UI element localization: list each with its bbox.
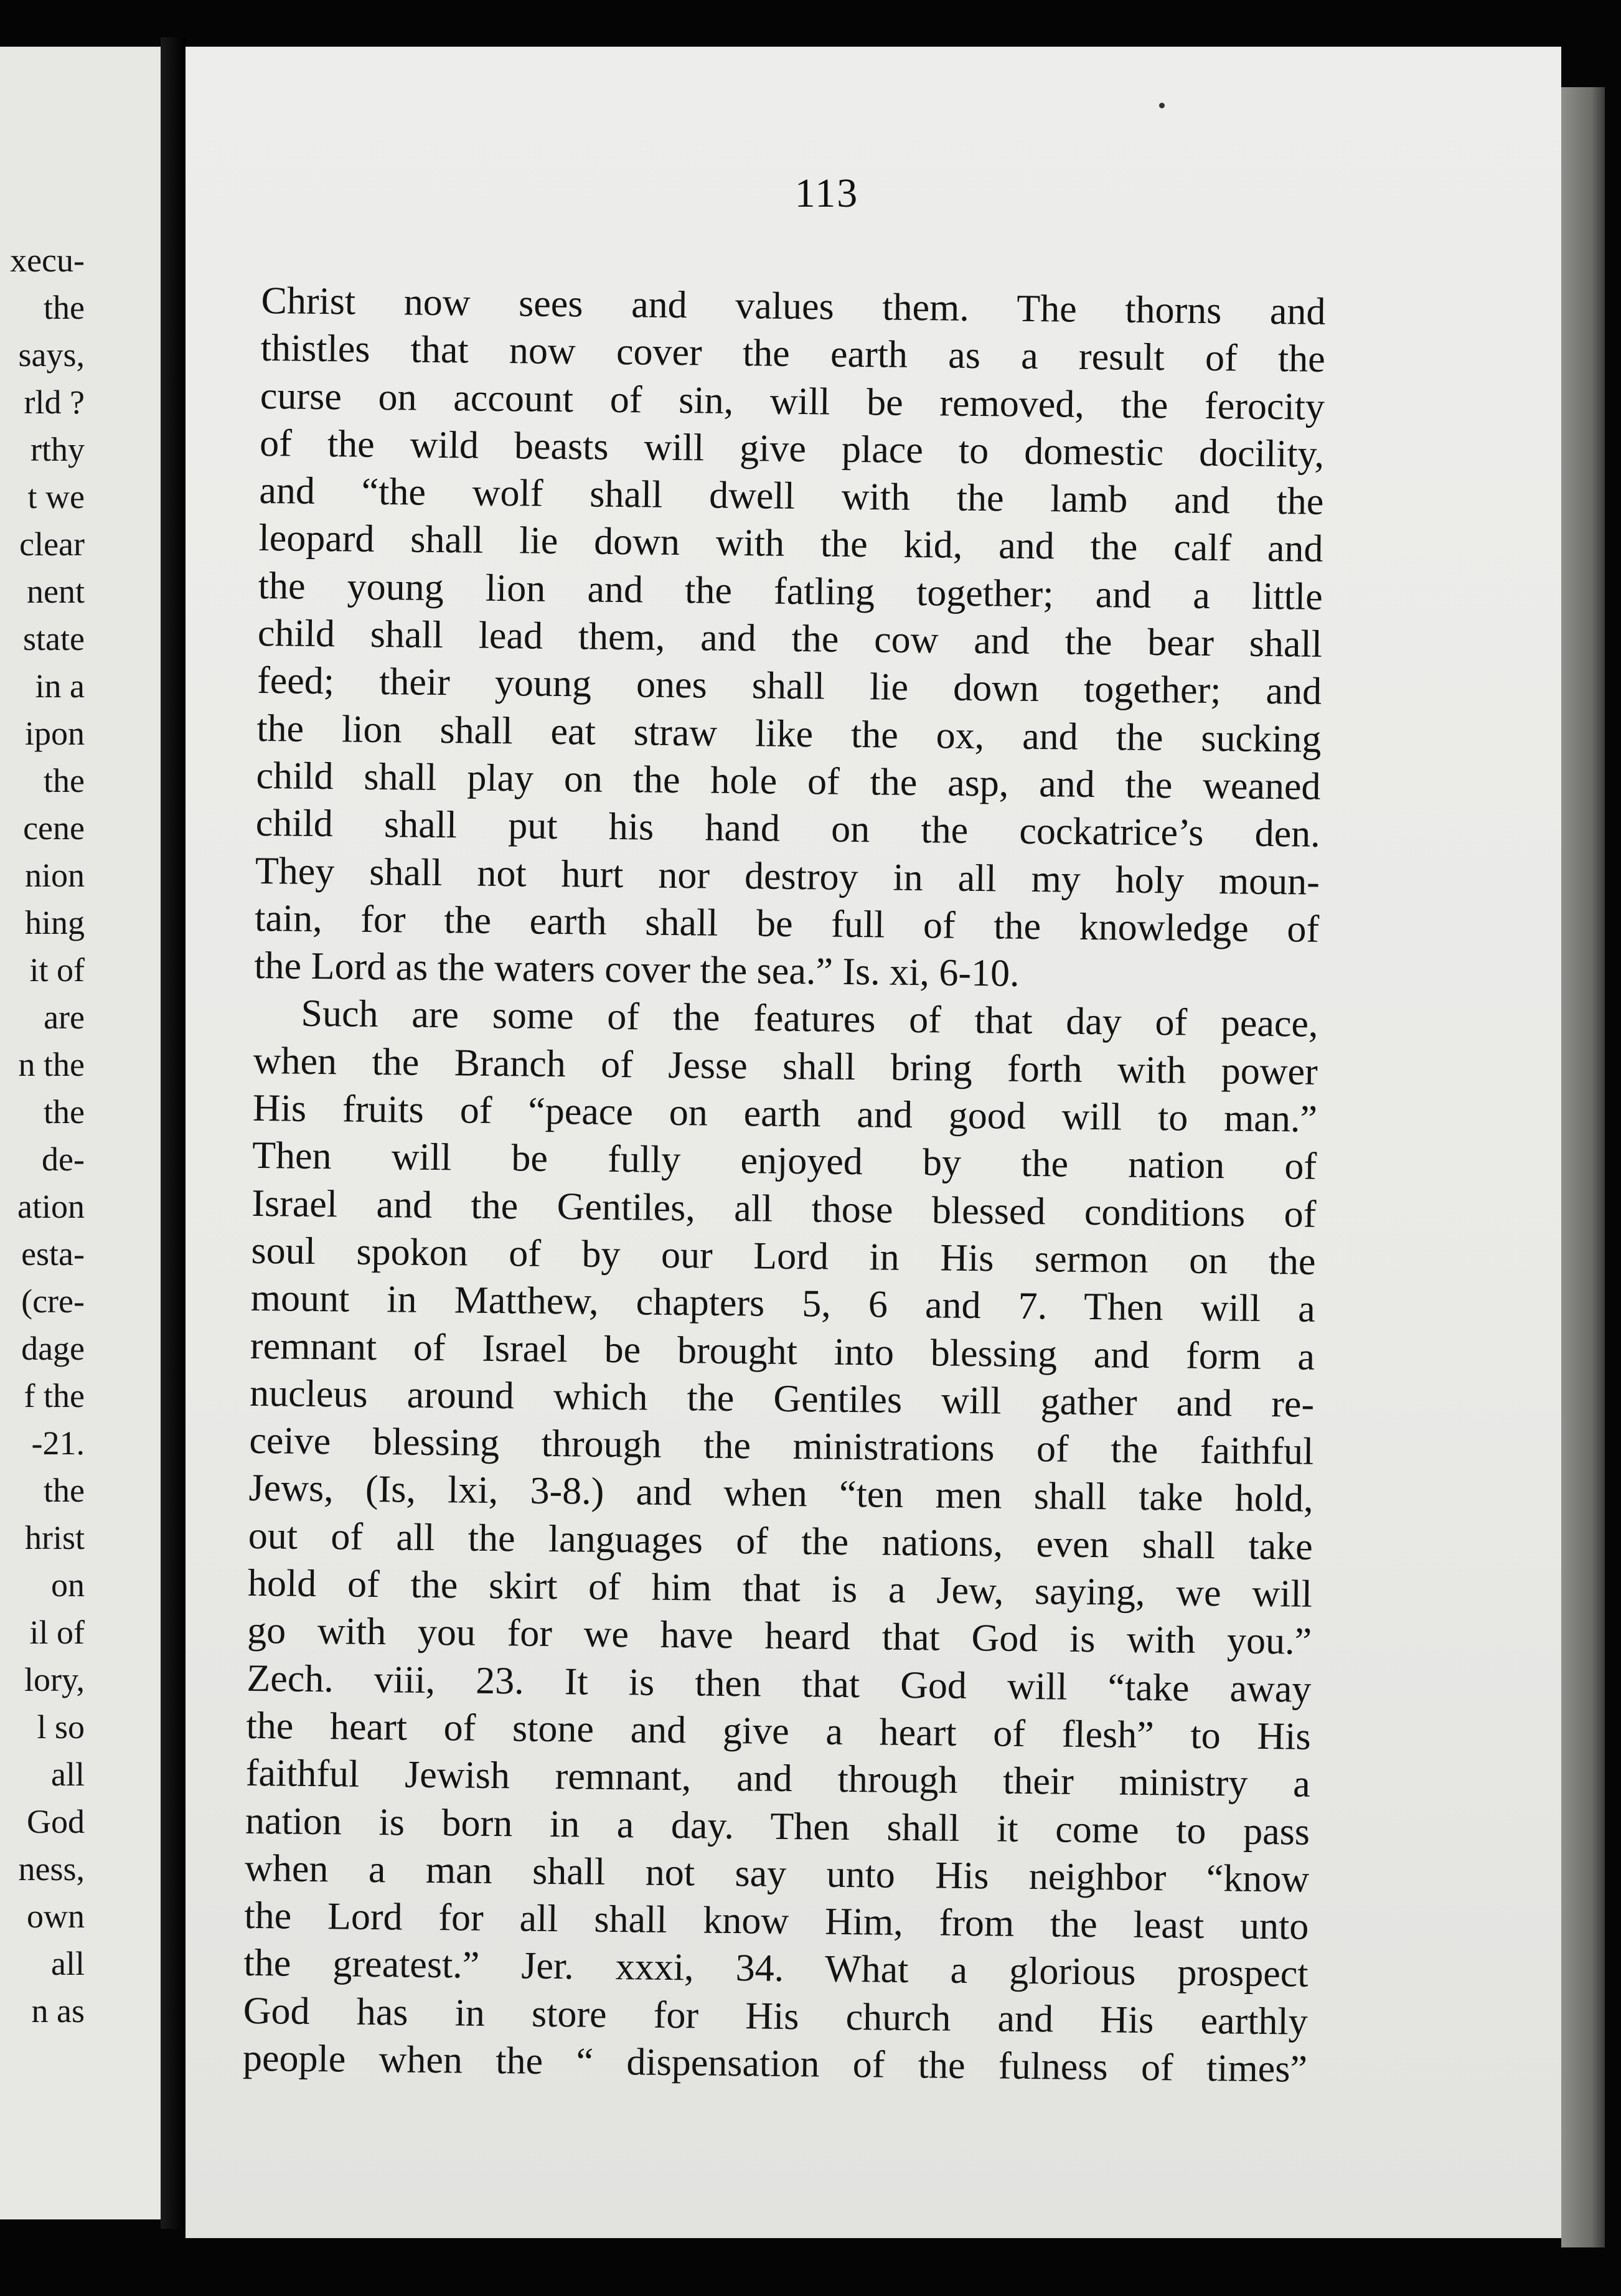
facing-page-text (10, 237, 85, 2035)
text-line: when a man shall not say unto His neighbor “know (244, 1847, 1310, 1901)
facing-line: own (27, 1898, 85, 1935)
facing-line: hrist (24, 1519, 85, 1556)
facing-line: esta- (21, 1235, 85, 1273)
text-line: nucleus around which the Gentiles will gather and re- (249, 1371, 1315, 1426)
text-line: hold of the skirt of him that is a Jew, saying, we will (247, 1561, 1313, 1616)
text-line: mount in Matthew, chapters 5, 6 and 7. Then will a (250, 1277, 1316, 1331)
facing-line: n the (18, 1046, 85, 1083)
text-line: of the wild beasts will give place to domestic docility, (259, 421, 1325, 476)
facing-line: dage (21, 1330, 85, 1367)
facing-line: in a (35, 667, 85, 705)
facing-line: all (51, 1756, 85, 1793)
facing-line: de- (42, 1141, 85, 1178)
text-line: soul spokon of by our Lord in His sermon on the (251, 1229, 1316, 1283)
facing-line: the (44, 289, 85, 326)
facing-line: xecu- (10, 242, 85, 279)
facing-line: clear (19, 525, 85, 563)
text-line: go with you for we have heard that God is with you.” (247, 1609, 1312, 1663)
facing-line: are (44, 999, 85, 1036)
text-line: child shall put his hand on the cockatrice’s den. (255, 802, 1321, 856)
text-line: the Lord for all shall know Him, from the least unto (244, 1894, 1309, 1948)
facing-line: rthy (31, 431, 85, 468)
text-line: ceive blessing through the ministrations of the faithful (249, 1419, 1314, 1473)
text-line: and “the wolf shall dwell with the lamb and the (259, 469, 1324, 524)
facing-line: all (51, 1945, 85, 1982)
facing-line: state (23, 620, 85, 657)
paper-speck (1159, 103, 1165, 108)
facing-line: l so (37, 1708, 85, 1746)
facing-page-fragment (0, 47, 161, 2219)
facing-line: God (27, 1803, 85, 1840)
text-line: faithful Jewish remnant, and through their ministry a (245, 1752, 1311, 1805)
text-line: Then will be fully enjoyed by the nation of (251, 1134, 1317, 1188)
text-line: out of all the languages of the nations, even shall take (248, 1514, 1313, 1568)
text-line: Christ now sees and values them. The thorns and (261, 279, 1326, 333)
text-line: child shall play on the hole of the asp, and the weaned (256, 754, 1321, 808)
facing-line: the (44, 762, 85, 799)
text-line: curse on account of sin, will be removed, the ferocity (260, 374, 1325, 428)
text-line: thistles that now cover the earth as a result of the (260, 327, 1326, 381)
text-line: They shall not hurt nor destroy in all my holy moun- (255, 849, 1320, 903)
text-line: feed; their young ones shall lie down together; and (256, 659, 1322, 713)
facing-line: ipon (24, 715, 85, 752)
facing-line: lory, (24, 1661, 85, 1698)
paragraph-first-line: Such are some of the features of that day of peace, (301, 992, 1318, 1046)
text-line: Zech. viii, 23. It is then that God will “take away (247, 1657, 1312, 1711)
facing-line: rld ? (24, 383, 85, 421)
text-line: nation is born in a day. Then shall it come to pass (245, 1799, 1310, 1853)
facing-line: cene (23, 809, 85, 847)
text-line: Jews, (Is, lxi, 3-8.) and when “ten men shall take hold, (248, 1467, 1313, 1521)
facing-line: ness, (18, 1850, 85, 1888)
facing-line: it of (29, 951, 85, 989)
facing-line: t we (27, 478, 85, 515)
book-gutter (161, 37, 186, 2229)
text-line: the lion shall eat straw like the ox, and the sucking (256, 707, 1322, 761)
text-line: leopard shall lie down with the kid, and the calf and (258, 517, 1323, 571)
facing-line: -21. (31, 1424, 85, 1462)
book-page (186, 47, 1561, 2238)
body-text (243, 277, 1326, 2093)
facing-line: nion (24, 857, 85, 894)
facing-line: hing (24, 904, 85, 941)
text-line: remnant of Israel be brought into blessing and form a (250, 1324, 1315, 1378)
facing-line: the (44, 1093, 85, 1131)
text-line: the heart of stone and give a heart of flesh” to His (246, 1704, 1311, 1758)
facing-line: (cre- (21, 1282, 85, 1320)
facing-line: il of (29, 1614, 85, 1651)
facing-line: nent (27, 573, 85, 610)
text-line: the young lion and the fatling together; and a little (258, 564, 1323, 618)
facing-line: says, (18, 336, 85, 374)
facing-line: n as (31, 1992, 85, 2030)
text-line: the greatest.” Jer. xxxi, 34. What a glorious prospect (243, 1942, 1309, 1996)
text-line: God has in store for His church and His earthly (243, 1989, 1309, 2043)
facing-line: f the (24, 1377, 85, 1414)
facing-line: ation (17, 1188, 85, 1225)
text-line: the Lord as the waters cover the sea.” Is. xi, 6-10. (254, 944, 1020, 995)
text-line: child shall lead them, and the cow and the bear shall (257, 612, 1323, 666)
text-line: His fruits of “peace on earth and good will to man.” (252, 1086, 1318, 1141)
page-number: 113 (794, 171, 859, 216)
text-line: people when the “ dispensation of the fulness of times” (242, 2036, 1308, 2091)
text-line: when the Branch of Jesse shall bring forth with power (253, 1039, 1318, 1093)
text-line: Israel and the Gentiles, all those blessed conditions of (251, 1182, 1317, 1236)
facing-line: the (44, 1472, 85, 1509)
text-line: tain, for the earth shall be full of the knowledge of (254, 896, 1320, 951)
page-edge (1561, 87, 1605, 2247)
facing-line: on (51, 1566, 85, 1604)
